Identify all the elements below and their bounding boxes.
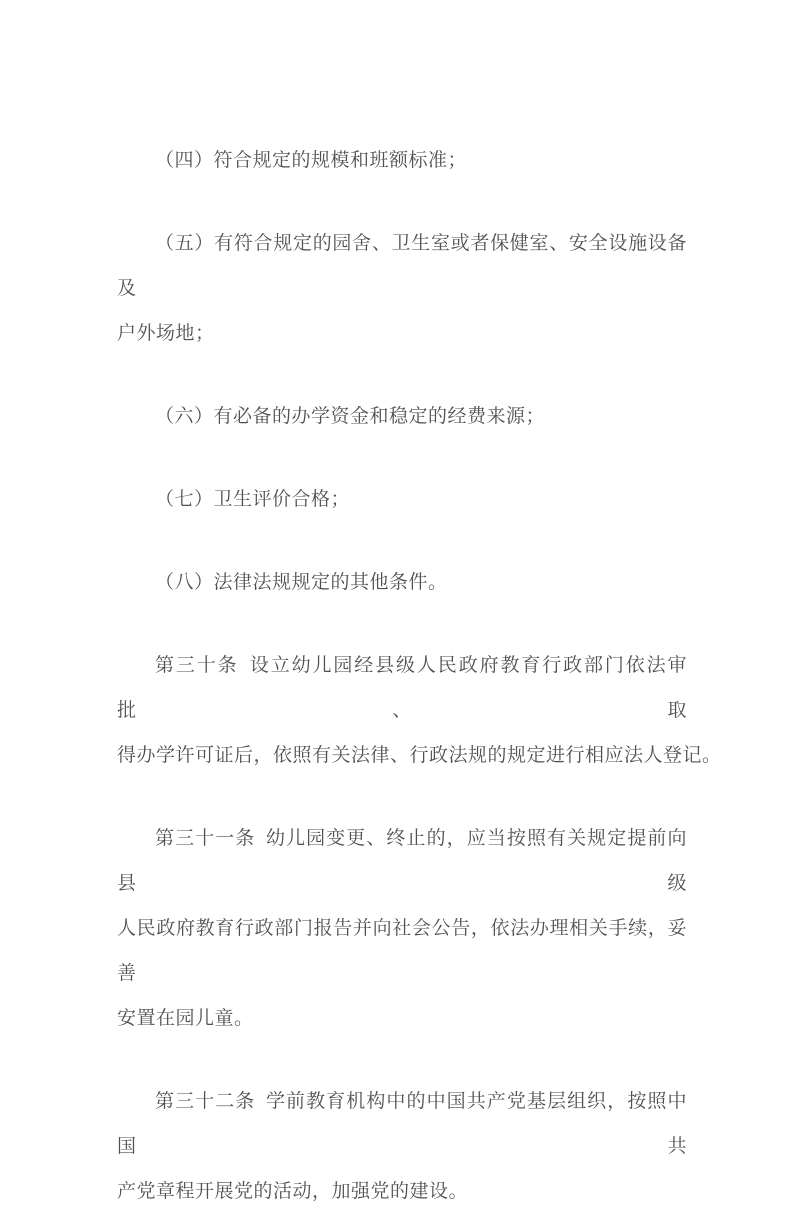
paragraph [117, 221, 687, 356]
paragraph-line: 第三十二条 学前教育机构中的中国共产党基层组织，按照中国共 [117, 1091, 687, 1157]
paragraph [117, 643, 722, 778]
paragraph-line: （四）符合规定的规模和班额标准； [155, 150, 468, 171]
paragraph-line: （七）卫生评价合格； [155, 489, 351, 510]
paragraph-line: 第三十条 设立幼儿园经县级人民政府教育行政部门依法审批、取 [117, 655, 687, 721]
paragraph [117, 560, 687, 605]
paragraph [117, 138, 687, 183]
paragraph-line: 产党章程开展党的活动，加强党的建设。 [117, 1181, 469, 1202]
paragraph-line: 得办学许可证后，依照有关法律、行政法规的规定进行相应法人登记。 [117, 745, 722, 766]
paragraph-line: 安置在园儿童。 [117, 1008, 254, 1029]
paragraph-line: （五）有符合规定的园舍、卫生室或者保健室、安全设施设备及 [117, 233, 687, 299]
document-content [117, 138, 722, 1214]
paragraph-line: （八）法律法规规定的其他条件。 [155, 572, 448, 593]
paragraph [117, 816, 687, 1041]
paragraph-line: （六）有必备的办学资金和稳定的经费来源； [155, 406, 546, 427]
paragraph-line: 户外场地； [117, 323, 215, 344]
paragraph [117, 1079, 687, 1214]
paragraph [117, 394, 687, 439]
paragraph-line: 第三十一条 幼儿园变更、终止的，应当按照有关规定提前向县级 [117, 828, 687, 894]
paragraph-line: 人民政府教育行政部门报告并向社会公告，依法办理相关手续，妥善 [117, 918, 687, 984]
paragraph [117, 477, 687, 522]
